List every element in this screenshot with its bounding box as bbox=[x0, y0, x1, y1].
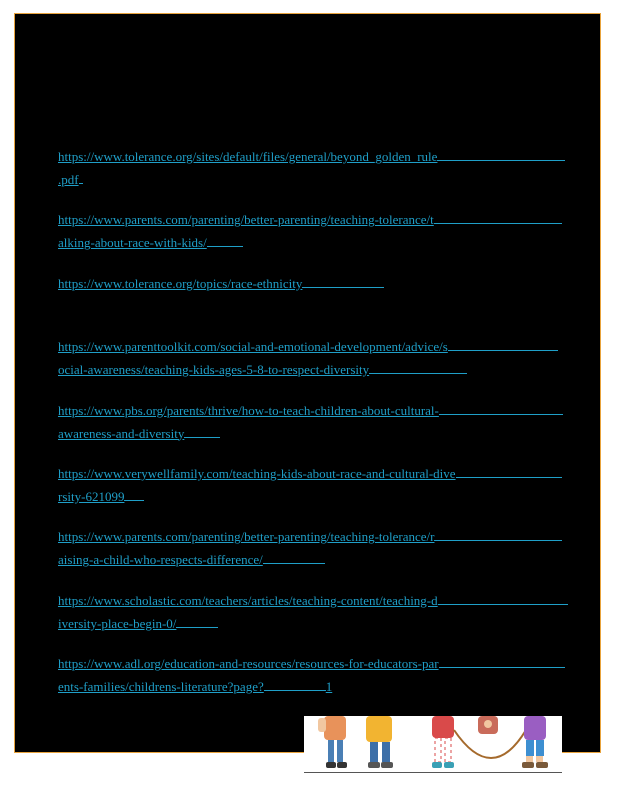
underline-fill bbox=[438, 589, 568, 605]
link-text-continuation[interactable]: ents-families/childrens-literature?page? bbox=[58, 679, 264, 695]
link-text-continuation[interactable]: iversity-place-begin-0/ bbox=[58, 615, 177, 631]
link-text-line-2[interactable] bbox=[58, 548, 598, 571]
link-text-continuation[interactable]: .pdf bbox=[58, 172, 79, 187]
child-figure bbox=[522, 716, 548, 768]
children-illustration bbox=[304, 716, 562, 773]
link-text-line-2[interactable] bbox=[58, 675, 598, 698]
underline-fill bbox=[434, 525, 562, 541]
reference-link[interactable] bbox=[58, 335, 598, 398]
link-text-continuation[interactable]: aising-a-child-who-respects-difference/ bbox=[58, 552, 263, 568]
child-figure bbox=[478, 716, 498, 734]
link-text-line-1[interactable]: https://www.scholastic.com/teachers/articles/teaching-content/teaching-d bbox=[58, 589, 598, 612]
reference-link[interactable] bbox=[58, 462, 598, 525]
link-text-line-1[interactable]: https://www.tolerance.org/topics/race-ethnicity bbox=[58, 272, 598, 295]
child-figure bbox=[318, 716, 347, 768]
link-text-continuation[interactable]: alking-about-race-with-kids/ bbox=[58, 235, 207, 251]
underline-fill bbox=[448, 335, 558, 351]
underline-fill bbox=[369, 358, 467, 374]
link-text-line-1[interactable]: https://www.parents.com/parenting/better-parenting/teaching-tolerance/r bbox=[58, 525, 598, 548]
link-text-continuation[interactable]: awareness-and-diversity bbox=[58, 425, 185, 441]
child-figure bbox=[366, 716, 393, 768]
underline-fill bbox=[434, 208, 562, 224]
link-text-line-1[interactable]: https://www.pbs.org/parents/thrive/how-to-teach-children-about-cultural- bbox=[58, 399, 598, 422]
child-figure bbox=[432, 716, 454, 768]
link-text-line-1[interactable]: https://www.verywellfamily.com/teaching-kids-about-race-and-cultural-dive bbox=[58, 462, 598, 485]
underline-fill bbox=[79, 168, 83, 184]
link-text-line-1[interactable]: https://www.adl.org/education-and-resources/resources-for-educators-par bbox=[58, 652, 598, 675]
underline-fill bbox=[207, 231, 243, 247]
reference-link[interactable] bbox=[58, 399, 598, 462]
link-text-continuation[interactable]: ocial-awareness/teaching-kids-ages-5-8-to-respect-diversity bbox=[58, 362, 370, 378]
link-text-line-1[interactable]: https://www.parenttoolkit.com/social-and-emotional-development/advice/s bbox=[58, 335, 598, 358]
link-text-line-2[interactable] bbox=[58, 358, 598, 381]
link-text-line-2[interactable] bbox=[58, 612, 598, 635]
underline-fill bbox=[184, 422, 220, 438]
reference-link[interactable] bbox=[58, 652, 598, 715]
reference-link[interactable] bbox=[58, 208, 598, 271]
underline-fill bbox=[263, 548, 325, 564]
link-text-line-2[interactable] bbox=[58, 168, 598, 191]
underline-fill bbox=[302, 272, 384, 288]
link-text-line-1[interactable]: https://www.tolerance.org/sites/default/files/general/beyond_golden_rule bbox=[58, 145, 598, 168]
reference-link[interactable] bbox=[58, 525, 598, 588]
link-text-line-2[interactable] bbox=[58, 422, 598, 445]
reference-link[interactable] bbox=[58, 272, 598, 335]
underline-fill bbox=[439, 652, 565, 668]
children-playing-image bbox=[304, 716, 562, 772]
reference-link[interactable] bbox=[58, 589, 598, 652]
link-text-line-1[interactable]: https://www.parents.com/parenting/better-parenting/teaching-tolerance/t bbox=[58, 208, 598, 231]
underline-fill bbox=[264, 675, 326, 691]
link-text-continuation[interactable]: rsity-621099 bbox=[58, 488, 125, 504]
underline-fill bbox=[176, 612, 218, 628]
link-text-line-2[interactable] bbox=[58, 231, 598, 254]
jump-rope bbox=[454, 730, 526, 758]
reference-link[interactable] bbox=[58, 145, 598, 208]
underline-fill bbox=[124, 485, 144, 501]
underline-fill bbox=[439, 399, 563, 415]
link-text-line-2[interactable] bbox=[58, 485, 598, 508]
underline-fill bbox=[437, 145, 565, 161]
underline-fill bbox=[456, 462, 562, 478]
reference-link-list bbox=[58, 145, 598, 716]
link-suffix[interactable]: 1 bbox=[325, 679, 333, 695]
